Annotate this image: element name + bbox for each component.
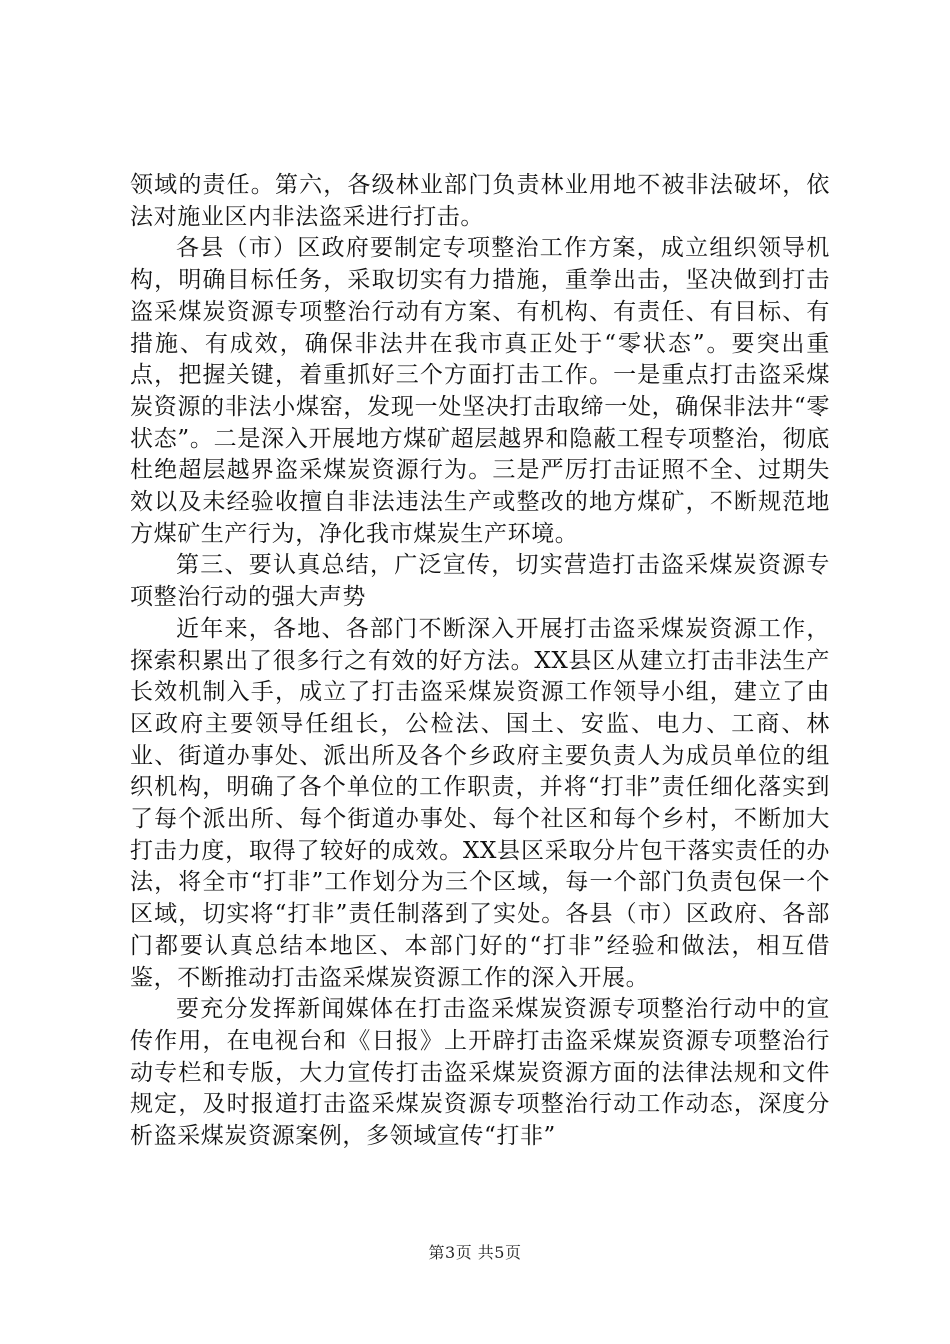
paragraph-1: 领域的责任。第六，各级林业部门负责林业用地不被非法破坏，依法对施业区内非法盗采进行打击。 [130,172,830,230]
paragraph-3: 近年来，各地、各部门不断深入开展打击盗采煤炭资源工作，探索积累出了很多行之有效的好方法。XX县区从建立打击非法生产长效机制入手，成立了打击盗采煤炭资源工作领导小组，建立了由区政府主要领导任组长，公检法、国土、安监、电力、工商、林业、街道办事处、派出所及各个乡政府主要负责人为成员单位的组织机构，明确了各个单位的工作职责，并将“打非”责任细化落实到了每个派出所、每个街道办事处、每个社区和每个乡村，不断加大打击力度，取得了较好的成效。XX县区采取分片包干落实责任的办法，将全市“打非”工作划分为三个区域，每一个部门负责包保一个区域，切实将“打非”责任制落到了实处。各县（市）区政府、各部门都要认真总结本地区、本部门好的“打非”经验和做法，相互借鉴，不断推动打击盗采煤炭资源工作的深入开展。 [130,615,830,991]
paragraph-4: 要充分发挥新闻媒体在打击盗采煤炭资源专项整治行动中的宣传作用，在电视台和《日报》上开辟打击盗采煤炭资源专项整治行动专栏和专版，大力宣传打击盗采煤炭资源方面的法律法规和文件规定，及时报道打击盗采煤炭资源专项整治行动工作动态，深度分析盗采煤炭资源案例，多领域宣传“打非” [130,996,830,1150]
page-number-footer: 第3页 共5页 [428,1243,522,1262]
document-body [130,170,830,1153]
paragraph-2: 各县（市）区政府要制定专项整治工作方案，成立组织领导机构，明确目标任务，采取切实有力措施，重拳出击，坚决做到打击盗采煤炭资源专项整治行动有方案、有机构、有责任、有目标、有措施、有成效，确保非法井在我市真正处于“零状态”。要突出重点，把握关键，着重抓好三个方面打击工作。一是重点打击盗采煤炭资源的非法小煤窑，发现一处坚决打击取缔一处，确保非法井“零状态”。二是深入开展地方煤矿超层越界和隐蔽工程专项整治，彻底杜绝超层越界盗采煤炭资源行为。三是严厉打击证照不全、过期失效以及未经验收擅自非法违法生产或整改的地方煤矿，不断规范地方煤矿生产行为，净化我市煤炭生产环境。 [130,235,830,547]
section-heading: 第三、要认真总结，广泛宣传，切实营造打击盗采煤炭资源专项整治行动的强大声势 [130,552,830,611]
